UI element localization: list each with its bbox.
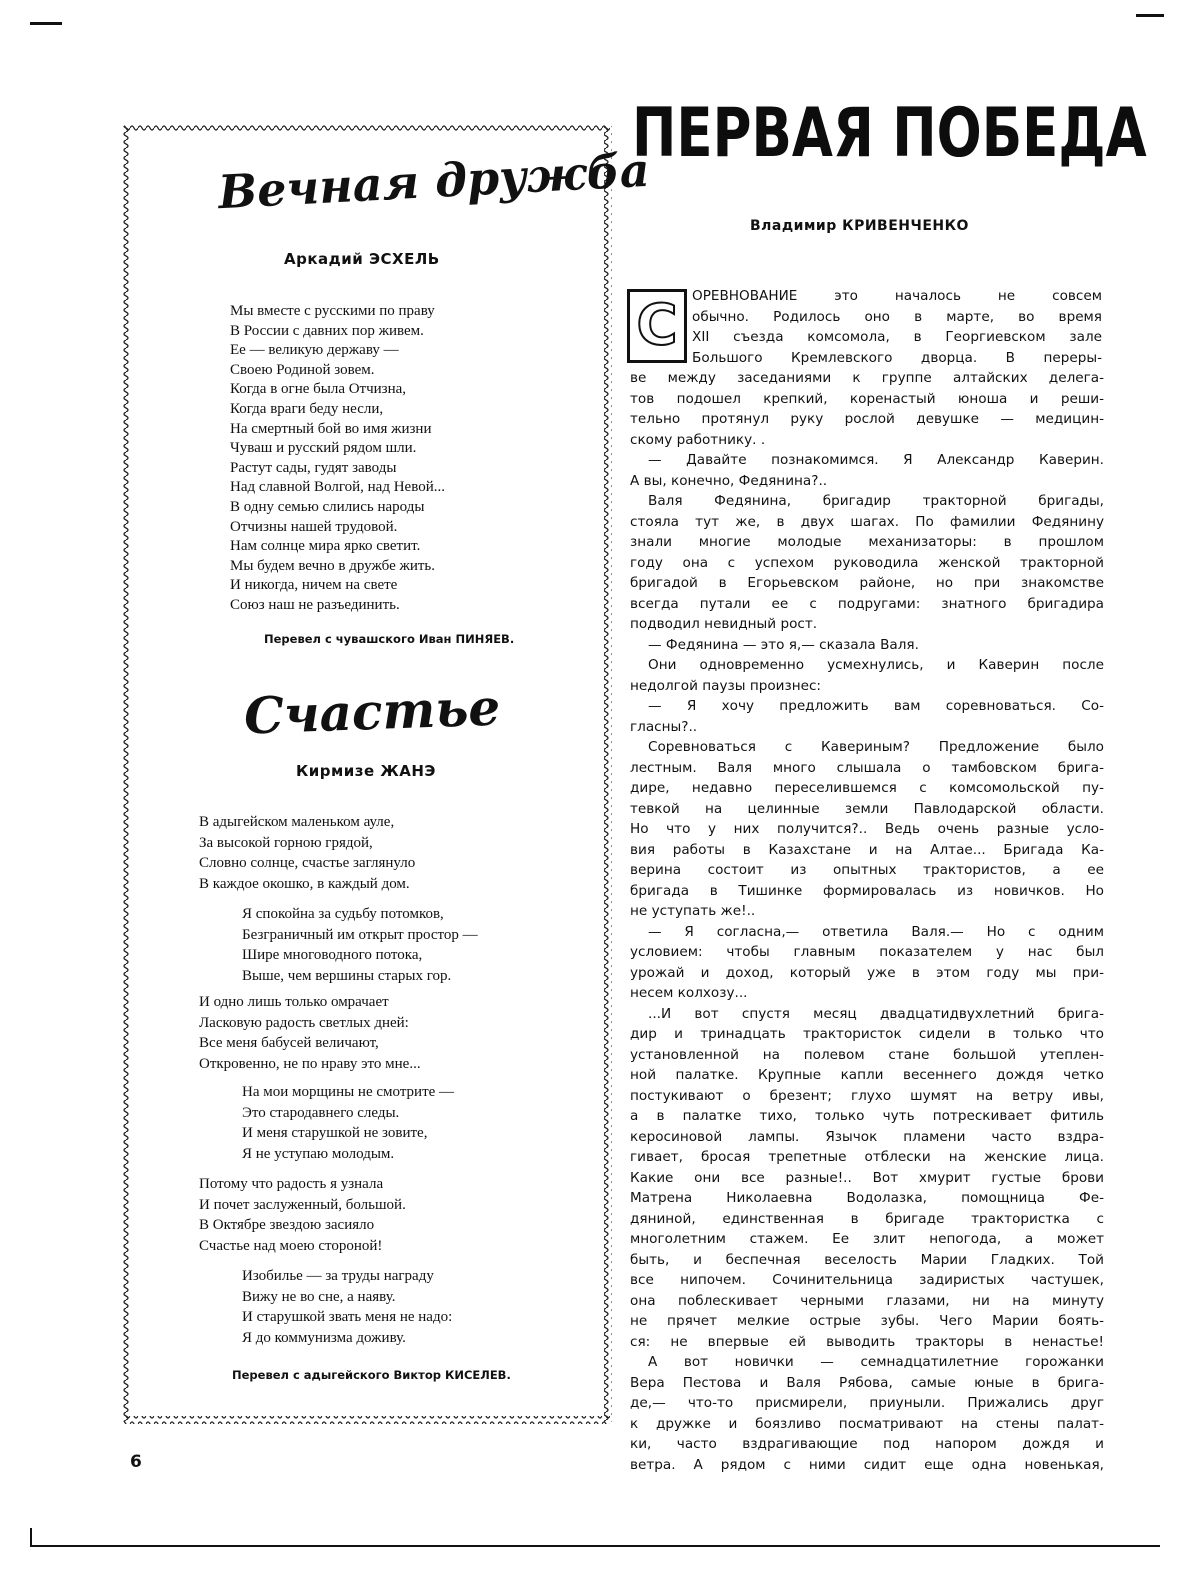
poem2-stanza-3 bbox=[199, 992, 421, 1074]
article-line: несем колхозу... bbox=[630, 985, 748, 1001]
article-line: тов подошел крепкий, коренастый юноша и реши- bbox=[630, 390, 1104, 407]
poem-line: На смертный бой во имя жизни bbox=[230, 420, 432, 437]
poem-line: В Октябре звездою засияло bbox=[199, 1217, 375, 1234]
article-line: ной палатке. Крупные капли весеннего дождя четко bbox=[630, 1067, 1104, 1083]
poem-line: Все меня бабусей величают, bbox=[199, 1035, 379, 1052]
poem2-stanza-4 bbox=[242, 1082, 454, 1164]
poem2-stanza-6 bbox=[242, 1266, 452, 1348]
article-line: обычно. Родилось оно в марте, во время bbox=[692, 308, 1102, 325]
poem2-stanza-5 bbox=[199, 1174, 406, 1256]
poem-line: Над славной Волгой, над Невой... bbox=[230, 479, 445, 496]
poem-line: Чуваш и русский рядом шли. bbox=[230, 440, 417, 457]
article-line: ся: не впервые ей выводить тракторы в ненастье! bbox=[630, 1333, 1104, 1350]
article-line: условием: чтобы главным показателем у нас был bbox=[630, 944, 1104, 960]
article-line: она поблескивает черными глазами, ни на минуту bbox=[630, 1292, 1104, 1309]
poem-line: В адыгейском маленьком ауле, bbox=[199, 814, 395, 830]
article-line: многолетним стажем. Ее злит непогода, а может bbox=[630, 1231, 1104, 1247]
article-line: ки, часто вздрагивающие под напором дождя и bbox=[630, 1436, 1104, 1452]
article-line: недолгой паузы произнес: bbox=[630, 677, 822, 694]
article-line: Они одновременно усмехнулись, и Каверин после bbox=[648, 657, 1104, 673]
poem-line: Я до коммунизма доживу. bbox=[242, 1329, 406, 1346]
poem-line: Мы вместе с русскими по праву bbox=[230, 303, 435, 319]
article-line: тевкой на целинные земли Павлодарской области. bbox=[630, 800, 1104, 817]
poem-line: Потому что радость я узнала bbox=[199, 1176, 384, 1192]
poem-line: Растут сады, гудят заводы bbox=[230, 459, 397, 476]
article-line: гласны?.. bbox=[630, 718, 698, 735]
article-line: керосиновой лампы. Язычок пламени часто вздра- bbox=[630, 1128, 1104, 1145]
article-line: установленной на полевом стане большой утеплен- bbox=[630, 1046, 1104, 1063]
poem-line: И никогда, ничем на свете bbox=[230, 577, 398, 594]
crop-mark-bottom-left bbox=[30, 1545, 1160, 1547]
poem-box bbox=[122, 124, 651, 1424]
article-line: — Давайте познакомимся. Я Александр Каверин. bbox=[648, 452, 1104, 468]
poem-line: Когда в огне была Отчизна, bbox=[230, 381, 407, 398]
poem-line: Счастье над моею стороной! bbox=[199, 1237, 383, 1254]
poem-line: Выше, чем вершины старых гор. bbox=[242, 967, 452, 984]
poem-line: И старушкой звать меня не надо: bbox=[242, 1309, 453, 1326]
article-line: знали многие молодые механизаторы: в прошлом bbox=[630, 534, 1104, 550]
article-line: Соревноваться с Кавериным? Предложение было bbox=[648, 739, 1104, 755]
poem-line: Когда враги беду несли, bbox=[230, 400, 384, 417]
article-line: вия работы в Казахстане и на Алтае... Бригада Ка- bbox=[630, 841, 1104, 858]
dropcap-letter: С bbox=[636, 293, 678, 358]
article-line: не уступать же!.. bbox=[630, 903, 756, 919]
poem-line: Союз наш не разъединить. bbox=[230, 596, 400, 613]
article-line: верина состоит из опытных трактористов, а ее bbox=[630, 862, 1104, 878]
article-line: Но что у них получится?.. Ведь очень разные усло- bbox=[630, 821, 1104, 837]
article-line: а в палатке тихо, только чуть потрескивает фитиль bbox=[630, 1108, 1104, 1124]
article-line: подводил невидный рост. bbox=[630, 616, 818, 632]
poem-line: Мы будем вечно в дружбе жить. bbox=[230, 557, 436, 574]
article-line: Валя Федянина, бригадир тракторной бригады, bbox=[648, 493, 1104, 509]
article-line: Какие они все разные!.. Вот хмурит густые брови bbox=[630, 1169, 1104, 1186]
poem-line: Ее — великую державу — bbox=[230, 342, 399, 359]
article-line: ве между заседаниями к группе алтайских делега- bbox=[630, 370, 1104, 386]
article-line: А вы, конечно, Федянина?.. bbox=[630, 472, 828, 489]
poem-line: И меня старушкой не зовите, bbox=[242, 1125, 428, 1142]
dropcap bbox=[627, 289, 687, 363]
article-line: не прячет мелкие острые зубы. Чего Марии боять- bbox=[630, 1313, 1104, 1329]
article-line: ...И вот спустя месяц двадцатидвухлетний брига- bbox=[648, 1005, 1104, 1022]
poem2-translator: Перевел с адыгейского Виктор КИСЕЛЕВ. bbox=[232, 1368, 511, 1382]
article-line: стояла тут же, в двух шагах. По фамилии Федянину bbox=[630, 513, 1104, 530]
article-line: дир и тринадцать трактористок сидели в только что bbox=[630, 1026, 1104, 1042]
poem-line: Я спокойна за судьбу потомков, bbox=[242, 906, 444, 922]
poem-line: Ласковую радость светлых дней: bbox=[199, 1014, 409, 1031]
article-line: гивает, бросая трепетные отблески на женские лица. bbox=[630, 1149, 1104, 1165]
article-line: — Федянина — это я,— сказала Валя. bbox=[648, 636, 919, 653]
poem1-text bbox=[230, 302, 445, 616]
article-line: ветра. А рядом с ними сидит еще одна новенькая, bbox=[630, 1456, 1104, 1473]
article-line: урожай и доход, который уже в этом году мы при- bbox=[630, 964, 1104, 981]
poem-line: В одну семью слились народы bbox=[230, 498, 425, 515]
poem-line: За высокой горною грядой, bbox=[199, 834, 373, 851]
article-line: бригадой в Егорьевском районе, но при знакомстве bbox=[630, 575, 1104, 591]
poem-line: На мои морщины не смотрите — bbox=[242, 1084, 455, 1100]
poem-line: И почет заслуженный, большой. bbox=[199, 1196, 406, 1213]
poem-line: Это стародавнего следы. bbox=[242, 1104, 400, 1121]
poem-line: Вижу не во сне, а наяву. bbox=[242, 1288, 396, 1305]
article-line: дире, недавно переселившемся с комсомольской пу- bbox=[630, 780, 1104, 796]
article-line: быть, и беспечная веселость Марии Гладких. Той bbox=[630, 1251, 1104, 1268]
article-line: ОРЕВНОВАНИЕ это началось не совсем bbox=[692, 288, 1102, 304]
poem-line: Своею Родиной зовем. bbox=[230, 361, 375, 378]
article-line: году она с успехом руководила женской тракторной bbox=[630, 554, 1104, 571]
poem2-stanza-2 bbox=[242, 904, 478, 986]
crop-mark-bottom-left-v bbox=[30, 1528, 32, 1547]
poem-line: Шире многоводного потока, bbox=[242, 947, 423, 964]
poem-line: Откровенно, не по нраву это мне... bbox=[199, 1055, 421, 1072]
poem1-title: Вечная дружба bbox=[216, 142, 651, 220]
article-line: тельно протянул руку рослой девушке — медицин- bbox=[630, 411, 1104, 427]
crop-mark-top-left bbox=[30, 22, 62, 25]
article-line: А вот новички — семнадцатилетние горожанки bbox=[648, 1354, 1104, 1370]
poem-line: Словно солнце, счастье заглянуло bbox=[199, 855, 416, 872]
article-line: бригада в Тишинке формировалась из новичков. Но bbox=[630, 882, 1104, 899]
article-line: де,— что-то присмирели, приуныли. Прижались друг bbox=[630, 1395, 1104, 1411]
crop-mark-top-right bbox=[1136, 14, 1164, 17]
article-line: дяниной, единственная в бригаде трактористка с bbox=[630, 1210, 1104, 1227]
poem-line: В России с давних пор живем. bbox=[230, 322, 424, 339]
poem-line: В каждое окошко, в каждый дом. bbox=[199, 875, 410, 892]
poem-line: И одно лишь только омрачает bbox=[199, 994, 389, 1010]
poem-line: Изобилье — за труды награду bbox=[242, 1268, 434, 1284]
article-body bbox=[630, 368, 1104, 1475]
poem-line: Нам солнце мира ярко светит. bbox=[230, 538, 421, 555]
poem2-author: Кирмизе ЖАНЭ bbox=[296, 762, 436, 780]
article-line: к дружке и боязливо посматривают на стены палат- bbox=[630, 1415, 1104, 1432]
poem-line: Отчизны нашей трудовой. bbox=[230, 518, 398, 535]
poem1-translator: Перевел с чувашского Иван ПИНЯЕВ. bbox=[264, 632, 515, 646]
poem1-author: Аркадий ЭСХЕЛЬ bbox=[284, 250, 440, 268]
article-line: XII съезда комсомола, в Георгиевском зале bbox=[692, 329, 1102, 345]
article-line: Вера Пестова и Валя Рябова, самые юные в брига- bbox=[630, 1374, 1104, 1391]
poem2-title: Счастье bbox=[243, 677, 502, 746]
article-byline: Владимир КРИВЕНЧЕНКО bbox=[750, 218, 969, 234]
article-line: — Я согласна,— ответила Валя.— Но с одним bbox=[648, 923, 1104, 940]
poem-line: Я не уступаю молодым. bbox=[242, 1145, 395, 1162]
page-number: 6 bbox=[130, 1452, 142, 1472]
article-line: Матрена Николаевна Водолазка, помощница Фе- bbox=[630, 1190, 1104, 1206]
article-line: лестным. Валя много слышала о тамбовском брига- bbox=[630, 759, 1104, 776]
article-line: всегда путали ее с подругами: знатного бригадира bbox=[630, 595, 1104, 612]
poem2-stanza-1 bbox=[199, 812, 415, 894]
poem-line: Безграничный им открыт простор — bbox=[242, 926, 478, 943]
article-line: все нипочем. Сочинительница задиристых частушек, bbox=[630, 1272, 1104, 1288]
article-line: скому работнику. . bbox=[630, 431, 766, 448]
article-line: постукивают о брезент; глухо шумят на ветру ивы, bbox=[630, 1087, 1104, 1104]
article-line: — Я хочу предложить вам соревноваться. Со- bbox=[648, 698, 1104, 714]
article-line: Большого Кремлевского дворца. В переры- bbox=[692, 349, 1102, 366]
article-intro bbox=[692, 286, 1102, 368]
article-headline: ПЕРВАЯ ПОБЕДА bbox=[632, 94, 1147, 173]
